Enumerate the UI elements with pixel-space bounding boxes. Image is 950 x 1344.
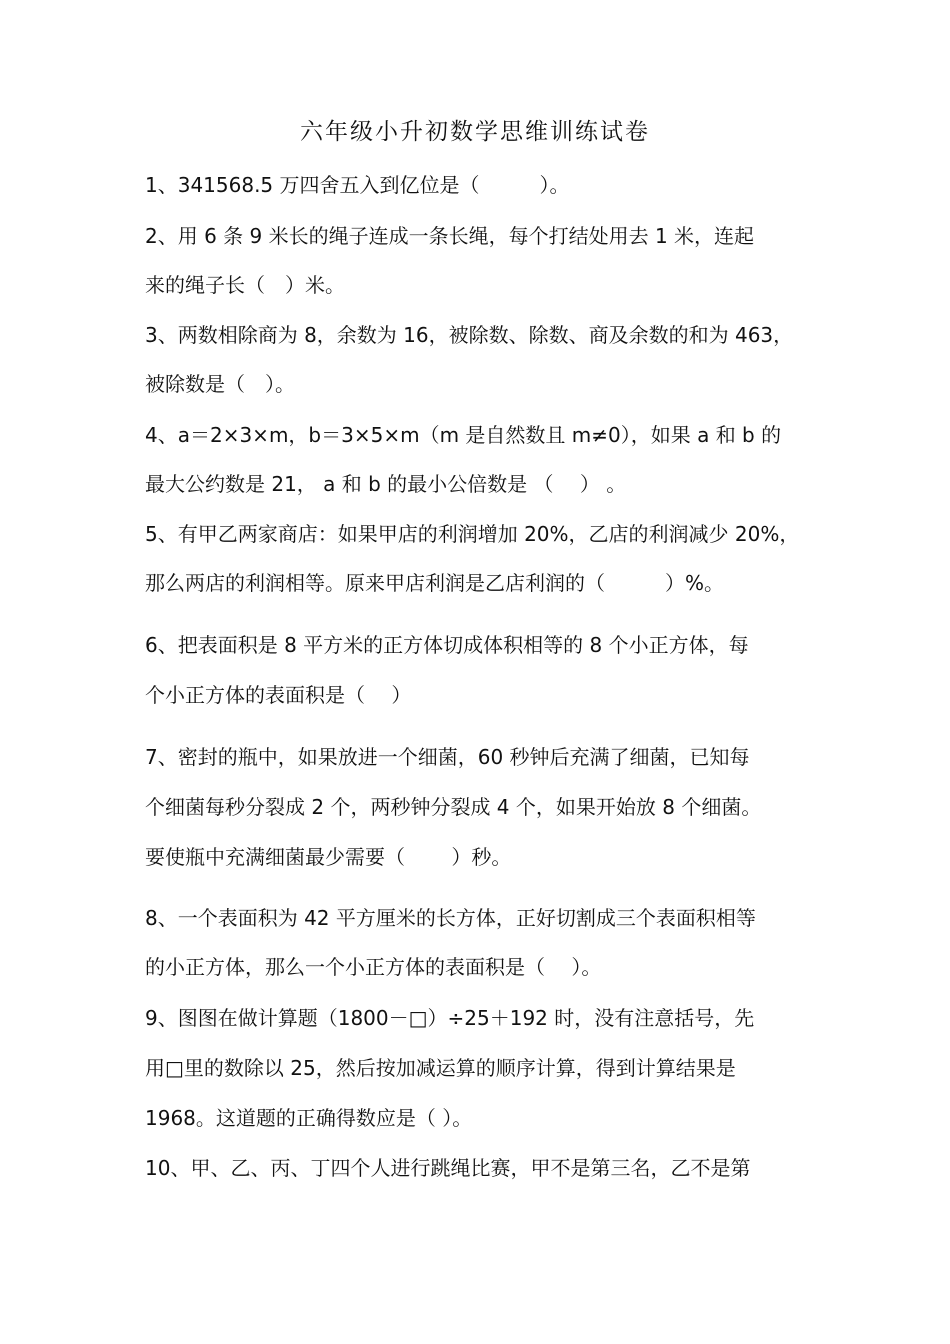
- question-line: 来的绳子长（ ）米。: [145, 273, 345, 297]
- question-line: 2、用 6 条 9 米长的绳子连成一条长绳，每个打结处用去 1 米，连起: [145, 224, 755, 248]
- question-line: 4、a＝2×3×m，b＝3×5×m（m 是自然数且 m≠0），如果 a 和 b 的: [145, 423, 782, 447]
- question-line: 最大公约数是 21， a 和 b 的最小公倍数是 （ ） 。: [145, 472, 627, 496]
- question-line: 5、有甲乙两家商店：如果甲店的利润增加 20%，乙店的利润减少 20%，: [145, 522, 800, 546]
- question-line: 要使瓶中充满细菌最少需要（ ）秒。: [145, 845, 512, 869]
- question-line: 3、两数相除商为 8，余数为 16，被除数、除数、商及余数的和为 463，: [145, 323, 794, 347]
- question-line: 7、密封的瓶中，如果放进一个细菌，60 秒钟后充满了细菌，已知每: [145, 745, 750, 769]
- question-line: 的小正方体，那么一个小正方体的表面积是（ ）。: [145, 955, 602, 979]
- question-line: 那么两店的利润相等。原来甲店利润是乙店利润的（ ）%。: [145, 571, 725, 595]
- question-line: 被除数是（ ）。: [145, 372, 295, 396]
- question-line: 8、一个表面积为 42 平方厘米的长方体，正好切割成三个表面积相等: [145, 906, 756, 930]
- question-line: 6、把表面积是 8 平方米的正方体切成体积相等的 8 个小正方体，每: [145, 633, 749, 657]
- question-line: 个细菌每秒分裂成 2 个，两秒钟分裂成 4 个，如果开始放 8 个细菌。: [145, 795, 762, 819]
- question-line: 10、甲、乙、丙、丁四个人进行跳绳比赛，甲不是第三名，乙不是第: [145, 1156, 751, 1180]
- page-title: 六年级小升初数学思维训练试卷: [300, 119, 650, 145]
- question-line: 1968。这道题的正确得数应是（ ）。: [145, 1106, 473, 1130]
- question-line: 用□里的数除以 25，然后按加减运算的顺序计算，得到计算结果是: [145, 1056, 736, 1080]
- question-line: 个小正方体的表面积是（ ）: [145, 683, 412, 707]
- question-line: 9、图图在做计算题（1800－□）÷25＋192 时，没有注意括号，先: [145, 1006, 755, 1030]
- question-line: 1、341568.5 万四舍五入到亿位是（ ）。: [145, 173, 570, 197]
